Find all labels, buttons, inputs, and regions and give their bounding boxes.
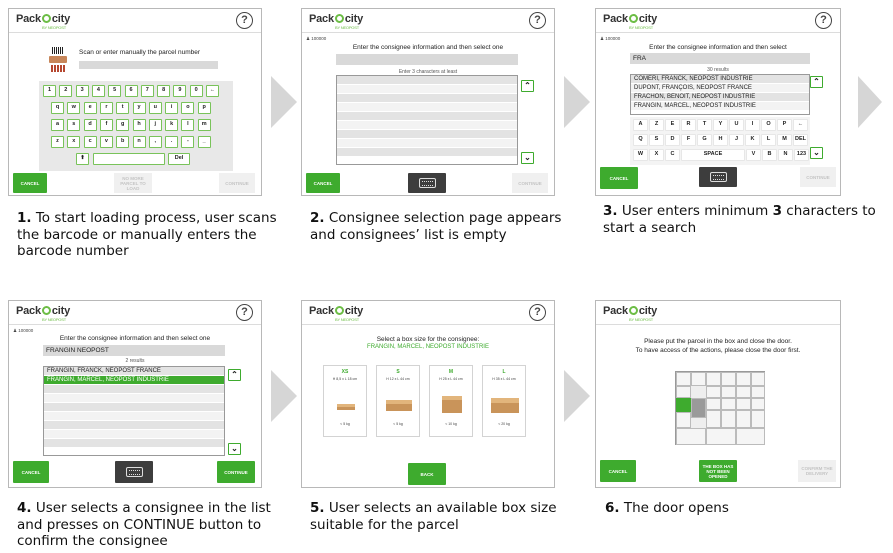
keyboard-key[interactable]: P (777, 119, 792, 131)
keyboard-key[interactable]: 1 (43, 85, 56, 97)
keyboard-key[interactable]: ⬆ (76, 153, 89, 165)
keyboard-key[interactable]: k (165, 119, 178, 131)
continue-button[interactable]: CONTINUE (219, 173, 255, 193)
keyboard-key[interactable]: - (181, 136, 194, 148)
keyboard-toggle-button[interactable] (699, 167, 737, 187)
help-button[interactable]: ? (529, 12, 546, 29)
consignee-list[interactable] (630, 74, 810, 115)
screen-header (302, 9, 554, 33)
keyboard-icon (126, 467, 143, 477)
help-button[interactable]: ? (529, 304, 546, 321)
barcode-scan-icon (49, 47, 67, 73)
step-arrow-4 (271, 370, 297, 422)
scroll-down-button[interactable]: ⌄ (810, 147, 823, 159)
keyboard-key[interactable]: K (745, 134, 760, 146)
packcity-logo: Pack city BY NEOPOST (603, 305, 658, 322)
scroll-up-button[interactable]: ⌃ (228, 369, 241, 381)
box-not-opened-button[interactable]: THE BOX HAS NOT BEEN OPENED (699, 460, 737, 482)
continue-button[interactable]: CONTINUE (217, 461, 255, 483)
keyboard-key[interactable]: H (713, 134, 728, 146)
list-item[interactable]: DUPONT, FRANÇOIS, NEOPOST FRANCE (631, 84, 809, 93)
cancel-button[interactable]: CANCEL (13, 173, 47, 193)
keyboard-key[interactable]: 7 (141, 85, 154, 97)
step-arrow-1 (271, 76, 297, 128)
keyboard-key[interactable]: w (67, 102, 80, 114)
keyboard-key[interactable]: U (729, 119, 744, 131)
keyboard-key[interactable]: 4 (92, 85, 105, 97)
keyboard-key[interactable]: DEL (793, 134, 808, 146)
keyboard-key[interactable]: v (100, 136, 113, 148)
keyboard-key[interactable]: W (633, 149, 648, 161)
step-5-caption: 5. User selects an available box size suitable for the parcel (310, 500, 557, 533)
scroll-down-button[interactable]: ⌄ (228, 443, 241, 455)
consignee-search-input[interactable]: FRA (630, 53, 810, 64)
box-size-m[interactable]: M H 25 x L 44 cm < 10 kg (429, 365, 473, 437)
help-button[interactable]: ? (236, 12, 253, 29)
keyboard-key[interactable]: O (761, 119, 776, 131)
screen-header (9, 9, 261, 33)
keyboard-key[interactable]: , (149, 136, 162, 148)
step-arrow-2 (564, 76, 590, 128)
keyboard-key[interactable]: X (649, 149, 664, 161)
list-item[interactable]: FRANGIN, FRANCK, NEOPOST FRANCE (44, 367, 224, 376)
list-item[interactable]: FRANGIN, MARCEL, NEOPOST INDUSTRIE (631, 102, 809, 111)
packcity-logo: Pack city BY NEOPOST (16, 13, 71, 30)
list-item[interactable]: FRACHON, BENOIT, NEOPOST INDUSTRIE (631, 93, 809, 102)
keyboard-key[interactable]: 2 (59, 85, 72, 97)
keyboard-key[interactable]: J (729, 134, 744, 146)
help-button[interactable]: ? (815, 12, 832, 29)
keyboard-key[interactable]: f (100, 119, 113, 131)
continue-button[interactable]: CONTINUE (800, 167, 836, 187)
keyboard-key[interactable]: 8 (157, 85, 170, 97)
door-instruction-line1: Please put the parcel in the box and close the door. (644, 338, 792, 345)
box-size-l[interactable]: L H 35 x L 44 cm < 20 kg (482, 365, 526, 437)
help-button[interactable]: ? (236, 304, 253, 321)
keyboard-key[interactable]: V (746, 149, 761, 161)
step-1-caption: 1. To start loading process, user scans the barcode or manually enters the barcode number (17, 210, 277, 259)
keyboard-key[interactable]: Del (168, 153, 190, 165)
box-size-s[interactable]: S H 12 x L 44 cm < 5 kg (376, 365, 420, 437)
keyboard-icon (710, 172, 727, 182)
keyboard-key[interactable]: Q (633, 134, 648, 146)
results-count: 30 results (707, 67, 729, 73)
screen-consignee-empty (301, 8, 555, 196)
keyboard-key[interactable]: 5 (108, 85, 121, 97)
keyboard-icon (419, 178, 436, 188)
parcel-number-input[interactable] (79, 61, 218, 69)
packcity-logo: Pack city BY NEOPOST (603, 13, 658, 30)
user-id: ♟ 100000 (13, 328, 34, 333)
continue-button[interactable]: CONTINUE (512, 173, 548, 193)
consignee-instruction: Enter the consignee information and then select (649, 44, 787, 51)
keyboard-key[interactable]: n (133, 136, 146, 148)
back-button[interactable]: BACK (408, 463, 446, 485)
keyboard-key[interactable]: c (84, 136, 97, 148)
keyboard-key[interactable]: h (133, 119, 146, 131)
keyboard-key[interactable]: b (116, 136, 129, 148)
consignee-instruction: Enter the consignee information and then select one (59, 335, 211, 342)
scroll-down-button[interactable]: ⌄ (521, 152, 534, 164)
keyboard-key[interactable]: y (133, 102, 146, 114)
step-arrow-3 (858, 76, 882, 128)
screen-consignee-selected (8, 300, 262, 488)
keyboard-key[interactable]: . (165, 136, 178, 148)
keyboard-key[interactable]: u (149, 102, 162, 114)
packcity-logo: Pack city BY NEOPOST (309, 13, 364, 30)
keyboard-key[interactable]: p (198, 102, 211, 114)
screen-consignee-search (595, 8, 841, 196)
locker-diagram (675, 371, 765, 445)
keyboard-toggle-button[interactable] (408, 173, 446, 193)
keyboard-key[interactable]: s (67, 119, 80, 131)
screen-header (9, 301, 261, 325)
keyboard-key[interactable]: S (649, 134, 664, 146)
keyboard-key[interactable]: D (665, 134, 680, 146)
scroll-up-button[interactable]: ⌃ (521, 80, 534, 92)
keyboard-key[interactable]: l (181, 119, 194, 131)
keyboard-key[interactable]: r (100, 102, 113, 114)
keyboard-key[interactable]: 0 (190, 85, 203, 97)
consignee-instruction: Enter the consignee information and then select one (352, 44, 504, 51)
screen-header (302, 301, 554, 325)
keyboard-key[interactable]: d (84, 119, 97, 131)
keyboard-key[interactable]: e (84, 102, 97, 114)
keyboard-key[interactable]: C (665, 149, 680, 161)
open-locker-door (676, 398, 691, 412)
screen-header (596, 301, 840, 325)
results-count: 2 results (125, 358, 145, 364)
user-id: ♟ 100000 (600, 36, 621, 41)
screen-header (596, 9, 840, 33)
keyboard-key[interactable]: L (761, 134, 776, 146)
cancel-button[interactable]: CANCEL (13, 461, 49, 483)
keyboard-key[interactable] (93, 153, 165, 165)
packcity-logo: Pack city BY NEOPOST (309, 305, 364, 322)
screen-scan-parcel (8, 8, 262, 196)
keyboard-key[interactable]: g (116, 119, 129, 131)
consignee-list[interactable] (43, 366, 225, 456)
keyboard-key[interactable]: 123 (794, 149, 809, 161)
keyboard-key[interactable]: A (633, 119, 648, 131)
scan-instruction: Scan or enter manually the parcel number (79, 49, 201, 56)
packcity-logo: Pack city BY NEOPOST (16, 305, 71, 322)
keyboard-key[interactable]: a (51, 119, 64, 131)
keyboard-key[interactable]: x (67, 136, 80, 148)
keyboard-key[interactable]: G (697, 134, 712, 146)
keyboard-key[interactable]: Z (649, 119, 664, 131)
confirm-delivery-button[interactable]: CONFIRM THE DELIVERY (798, 460, 836, 482)
keyboard-key[interactable]: R (681, 119, 696, 131)
min-chars-hint: Enter 3 characters at least (398, 69, 458, 75)
step-2-caption: 2. Consignee selection page appears and consignees’ list is empty (310, 210, 562, 243)
cancel-button[interactable]: CANCEL (600, 460, 636, 482)
selected-consignee: FRANGIN, MARCEL, NEOPOST INDUSTRIE (367, 344, 489, 350)
keyboard-key[interactable]: 9 (173, 85, 186, 97)
keyboard-key[interactable]: i (165, 102, 178, 114)
keyboard-key[interactable]: q (51, 102, 64, 114)
keyboard-key[interactable]: _ (198, 136, 211, 148)
keyboard-key[interactable]: I (745, 119, 760, 131)
consignee-list[interactable] (336, 75, 518, 165)
user-id: ♟ 100000 (306, 36, 327, 41)
keyboard-key[interactable]: M (777, 134, 792, 146)
keyboard-key[interactable]: j (149, 119, 162, 131)
scroll-up-button[interactable]: ⌃ (810, 76, 823, 88)
screen-box-size (301, 300, 555, 488)
keyboard-key[interactable]: SPACE (681, 149, 745, 161)
keyboard-key[interactable]: E (665, 119, 680, 131)
step-4-caption: 4. User selects a consignee in the list and presses on CONTINUE button to confirm the consignee (17, 500, 271, 549)
cancel-button[interactable]: CANCEL (600, 167, 638, 189)
keyboard-key[interactable]: B (762, 149, 777, 161)
keyboard-key[interactable]: T (697, 119, 712, 131)
locker-screen (691, 398, 706, 418)
keyboard-key[interactable]: ← (206, 85, 219, 97)
keyboard-key[interactable]: 3 (76, 85, 89, 97)
screen-door-open (595, 300, 841, 488)
keyboard-key[interactable]: ← (793, 119, 808, 131)
box-size-instruction: Select a box size for the consignee: (376, 336, 480, 343)
box-size-xs[interactable]: XS H 8,5 x L 18 cm < 5 kg (323, 365, 367, 437)
list-item[interactable]: COMERI, FRANCK, NEOPOST INDUSTRIE (631, 75, 809, 84)
no-more-parcel-button[interactable]: NO MORE PARCEL TO LOAD (114, 173, 152, 193)
keyboard-key[interactable]: 6 (125, 85, 138, 97)
step-arrow-5 (564, 370, 590, 422)
step-6-caption: 6. The door opens (605, 500, 729, 516)
keyboard-key[interactable]: t (116, 102, 129, 114)
keyboard-toggle-button[interactable] (115, 461, 153, 483)
keyboard-key[interactable]: F (681, 134, 696, 146)
consignee-search-input[interactable]: FRANGIN NEOPOST (43, 345, 225, 356)
list-item-selected[interactable]: FRANGIN, MARCEL, NEOPOST INDUSTRIE (44, 376, 224, 385)
cancel-button[interactable]: CANCEL (306, 173, 340, 193)
keyboard-key[interactable]: Y (713, 119, 728, 131)
keyboard-key[interactable]: N (778, 149, 793, 161)
keyboard-key[interactable]: m (198, 119, 211, 131)
step-3-caption: 3. User enters minimum 3 characters to start a search (603, 203, 876, 236)
keyboard-key[interactable]: z (51, 136, 64, 148)
keyboard-key[interactable]: o (181, 102, 194, 114)
door-instruction-line2: To have access of the actions, please close the door first. (635, 347, 801, 354)
consignee-search-input[interactable] (336, 54, 518, 65)
